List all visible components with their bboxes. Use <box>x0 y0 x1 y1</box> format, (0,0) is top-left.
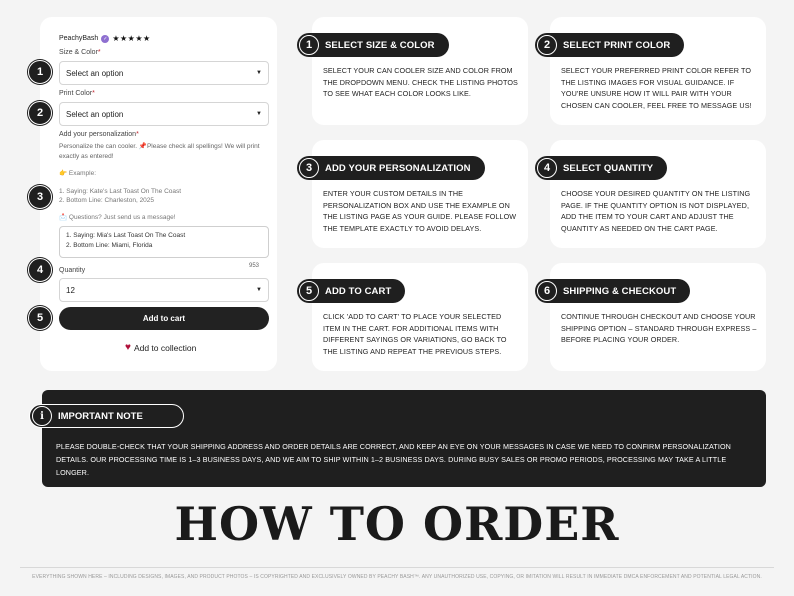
info-icon: i <box>32 406 52 426</box>
note-title-pill <box>29 404 184 428</box>
step-title-pill: 3 ADD YOUR PERSONALIZATION <box>297 156 485 180</box>
step-card-1 <box>305 17 528 125</box>
questions-label: 📩 Questions? Just send us a message! <box>59 214 176 221</box>
add-to-cart-button[interactable]: Add to cart <box>59 307 269 330</box>
step-title-pill: 4 SELECT QUANTITY <box>535 156 667 180</box>
form-marker-2: 2 <box>28 101 52 125</box>
print-color-select[interactable]: Select an option ▼ <box>59 102 269 126</box>
heart-icon: ♥ <box>125 342 131 353</box>
quantity-select[interactable]: 12 ▼ <box>59 278 269 302</box>
step-body: SELECT YOUR CAN COOLER SIZE AND COLOR FROM THE DROPDOWN MENU. CHECK THE LISTING PHOTOS TO SEE WHAT EACH COLOR LOOKS LIKE. <box>323 66 518 99</box>
step-card-4 <box>543 140 766 248</box>
print-color-label: Print Color* <box>59 90 95 97</box>
step-card-6 <box>543 263 766 371</box>
personalization-textarea[interactable]: 1. Saying: Mia's Last Toast On The Coast 2. Bottom Line: Miami, Florida <box>59 226 269 258</box>
order-form-card <box>40 17 277 371</box>
verified-badge-icon: ✓ <box>103 35 108 42</box>
copyright-footer: EVERYTHING SHOWN HERE – INCLUDING DESIGNS, IMAGES, AND PRODUCT PHOTOS – IS COPYRIGHTED AND EXCLUSIVELY OWNED BY PEACHY BASH™. ANY UNAUTHORIZED USE, COPYING, OR IMITATION WILL RESULT IN IMMEDIATE DMCA ENFORCEMENT AND POTENTIAL LEGAL ACTION. <box>32 574 762 580</box>
add-to-collection-link[interactable]: ♥ Add to collection <box>125 342 197 353</box>
step-body: CLICK 'ADD TO CART' TO PLACE YOUR SELECTED ITEM IN THE CART. FOR ADDITIONAL ITEMS WITH DIFFERENT SAYINGS OR VARIATIONS, GO BACK TO THE LISTING AND REPEAT THE PREVIOUS STEPS. <box>323 312 507 356</box>
step-title-pill: 2 SELECT PRINT COLOR <box>535 33 684 57</box>
step-card-2 <box>543 17 766 125</box>
size-color-select[interactable]: Select an option ▼ <box>59 61 269 85</box>
important-note-panel <box>42 390 766 487</box>
shop-header <box>59 34 151 43</box>
shop-name[interactable]: PeachyBash <box>59 35 99 42</box>
size-color-label: Size & Color* <box>59 49 101 56</box>
form-marker-3: 3 <box>28 185 52 209</box>
step-card-5 <box>305 263 528 371</box>
step-title-pill: 1 SELECT SIZE & COLOR <box>297 33 449 57</box>
page-heading: HOW TO ORDER <box>174 497 620 551</box>
quantity-label: Quantity <box>59 267 86 274</box>
form-marker-1: 1 <box>28 60 52 84</box>
form-marker-5: 5 <box>28 306 52 330</box>
step-body: CONTINUE THROUGH CHECKOUT AND CHOOSE YOUR SHIPPING OPTION – STANDARD THROUGH EXPRESS – BEFORE PLACING YOUR ORDER. <box>561 312 757 345</box>
note-body: PLEASE DOUBLE-CHECK THAT YOUR SHIPPING ADDRESS AND ORDER DETAILS ARE CORRECT, AND KEEP AN EYE ON YOUR MESSAGES IN CASE WE NEED TO CONFIRM PERSONALIZATION DETAILS. OUR PROCESSING TIME IS 1–3 BUSINESS DAYS, AND WE AIM TO SHIP WITHIN 1–2 BUSINESS DAYS. DURING BUSY SALES OR PROMO PERIODS, PROCESSING MAY TAKE A LITTLE LONGER. <box>56 442 731 477</box>
form-marker-4: 4 <box>28 258 52 282</box>
personalization-help: Personalize the can cooler. 📌Please check all spellings! We will print exactly as entered! <box>59 143 260 160</box>
example-label: 👉 Example: <box>59 170 96 177</box>
footer-divider <box>20 567 774 568</box>
example-line-1: 1. Saying: Kate's Last Toast On The Coast <box>59 188 182 195</box>
step-body: SELECT YOUR PREFERRED PRINT COLOR REFER TO THE LISTING IMAGES FOR VISUAL GUIDANCE. IF YOU'RE UNSURE HOW IT WILL PAIR WITH YOUR CHOSEN CAN COOLER, FEEL FREE TO MESSAGE US! <box>561 66 752 110</box>
char-count: 953 <box>249 263 260 269</box>
chevron-down-icon: ▼ <box>256 287 262 293</box>
step-title-pill: 5 ADD TO CART <box>297 279 405 303</box>
step-body: CHOOSE YOUR DESIRED QUANTITY ON THE LISTING PAGE. IF THE QUANTITY OPTION IS NOT DISPLAYED, ADD THE ITEM TO YOUR CART AND ADJUST THE QUANTITY AS NEEDED ON THE CART PAGE. <box>561 189 751 233</box>
note-title: IMPORTANT NOTE <box>58 410 143 422</box>
chevron-down-icon: ▼ <box>256 70 262 76</box>
step-card-3 <box>305 140 528 248</box>
chevron-down-icon: ▼ <box>256 111 262 117</box>
personalization-label: Add your personalization* <box>59 131 139 138</box>
step-title-pill: 6 SHIPPING & CHECKOUT <box>535 279 690 303</box>
step-body: ENTER YOUR CUSTOM DETAILS IN THE PERSONALIZATION BOX AND USE THE EXAMPLE ON THE LISTING PAGE AS YOUR GUIDE. PLEASE FOLLOW THE TEMPLATE EXACTLY TO AVOID DELAYS. <box>323 189 517 233</box>
example-line-2: 2. Bottom Line: Charleston, 2025 <box>59 197 155 204</box>
rating-stars: ★★★★★ <box>112 34 151 43</box>
